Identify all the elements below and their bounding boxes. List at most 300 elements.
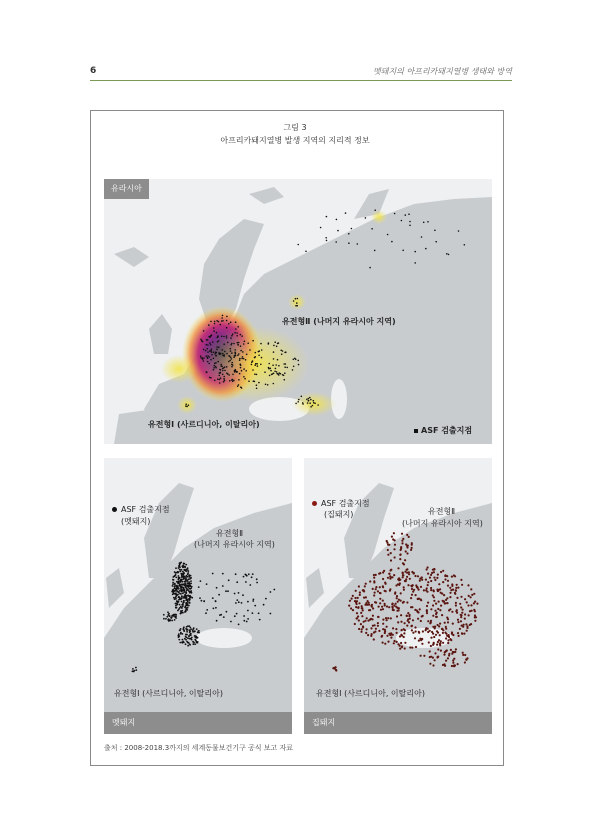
asf-detection-point <box>256 388 258 390</box>
wild-boar-detection-point <box>247 610 249 612</box>
domestic-pig-detection-point <box>400 621 402 623</box>
wild-boar-detection-point <box>249 584 251 586</box>
wild-boar-detection-point <box>196 642 198 644</box>
asf-detection-point <box>206 372 208 374</box>
wild-boar-detection-point <box>223 616 225 618</box>
domestic-legend-sub: (집돼지) <box>324 510 354 519</box>
domestic-pig-detection-point <box>389 590 391 592</box>
domestic-pig-detection-point <box>382 623 384 625</box>
asf-detection-point <box>207 358 209 360</box>
domestic-pig-detection-point <box>447 618 449 620</box>
asf-detection-point <box>237 385 239 387</box>
heat-cluster-west <box>161 355 197 383</box>
domestic-pig-detection-point <box>450 649 452 651</box>
domestic-pig-detection-point <box>356 603 358 605</box>
domestic-pig-detection-point <box>366 617 368 619</box>
domestic-pig-detection-point <box>461 632 463 634</box>
wild-boar-detection-point <box>183 584 185 586</box>
wild-boar-detection-point <box>248 573 250 575</box>
domestic-pig-detection-point <box>407 584 409 586</box>
domestic-pig-detection-point <box>406 576 408 578</box>
wild-boar-detection-point <box>238 624 240 626</box>
domestic-pig-detection-point <box>435 603 437 605</box>
domestic-pig-detection-point <box>373 631 375 633</box>
wild-boar-detection-point <box>235 602 237 604</box>
domestic-pig-detection-point <box>441 614 443 616</box>
asf-detection-point <box>234 355 236 357</box>
genotype1-label: 유전형Ⅰ (사르디니아, 이탈리아) <box>148 420 260 429</box>
asf-detection-point <box>284 366 286 368</box>
wild-boar-detection-point <box>188 575 190 577</box>
asf-detection-point <box>207 351 209 353</box>
domestic-pig-detection-point <box>401 635 403 637</box>
wild-boar-detection-point <box>183 587 185 589</box>
asf-detection-point <box>240 364 242 366</box>
wild-boar-detection-point <box>198 586 200 588</box>
domestic-pig-detection-point <box>426 605 428 607</box>
domestic-pig-detection-point <box>388 573 390 575</box>
wild-boar-detection-point <box>185 570 187 572</box>
domestic-pig-detection-point <box>411 625 413 627</box>
wild-boar-detection-point <box>182 581 184 583</box>
domestic-pig-detection-point <box>430 589 432 591</box>
asf-detection-point <box>402 250 404 252</box>
wild-boar-detection-point <box>178 639 180 641</box>
wild-boar-detection-point <box>242 594 244 596</box>
asf-detection-point <box>268 342 270 344</box>
wild-boar-detection-point <box>187 569 189 571</box>
domestic-pig-detection-point <box>399 579 401 581</box>
domestic-pig-detection-point <box>437 648 439 650</box>
domestic-pig-detection-point <box>453 665 455 667</box>
domestic-pig-detection-point <box>460 579 462 581</box>
asf-detection-point <box>240 345 242 347</box>
heat-cluster-north <box>288 294 306 310</box>
wild-boar-detection-point <box>185 643 187 645</box>
wild-boar-detection-point <box>195 640 197 642</box>
asf-detection-point <box>220 324 222 326</box>
wild-boar-detection-point <box>247 601 249 603</box>
wild-boar-detection-point <box>179 642 181 644</box>
asf-detection-point <box>222 349 224 351</box>
asf-detection-point <box>272 364 274 366</box>
asf-detection-point <box>213 369 215 371</box>
wild-boar-detection-point <box>194 630 196 632</box>
domestic-pig-detection-point <box>411 547 413 549</box>
wild-boar-detection-point <box>227 590 229 592</box>
asf-detection-point <box>326 216 328 218</box>
asf-detection-point <box>458 230 460 232</box>
wild-boar-detection-point <box>185 591 187 593</box>
domestic-pig-detection-point <box>400 548 402 550</box>
asf-detection-point <box>222 353 224 355</box>
wild-boar-detection-point <box>222 585 224 587</box>
wild-boar-detection-point <box>190 587 192 589</box>
asf-detection-point <box>200 357 202 359</box>
wild-boar-detection-point <box>174 588 176 590</box>
asf-detection-point <box>230 350 232 352</box>
domestic-pig-detection-point <box>411 629 413 631</box>
domestic-pig-detection-point <box>417 598 419 600</box>
asf-detection-point <box>221 317 223 319</box>
domestic-pig-detection-point <box>354 600 356 602</box>
wild-boar-detection-point <box>191 586 193 588</box>
wild-boar-detection-point <box>169 615 171 617</box>
wild-boar-detection-point <box>178 635 180 637</box>
domestic-pig-detection-point <box>367 634 369 636</box>
wild-boar-detection-point <box>177 594 179 596</box>
wild-boar-detection-point <box>171 617 173 619</box>
domestic-pig-detection-point <box>398 609 400 611</box>
domestic-genotype2-line1: 유전형Ⅱ <box>428 507 456 516</box>
domestic-pig-detection-point <box>403 586 405 588</box>
asf-detection-point <box>213 330 215 332</box>
domestic-pig-detection-point <box>364 585 366 587</box>
wild-boar-detection-point <box>192 643 194 645</box>
asf-detection-point <box>268 367 270 369</box>
domestic-pig-detection-point <box>463 624 465 626</box>
domestic-pig-detection-point <box>432 604 434 606</box>
domestic-pig-detection-point <box>441 628 443 630</box>
domestic-pig-detection-point <box>457 587 459 589</box>
asf-detection-point <box>317 404 319 406</box>
wild-boar-detection-point <box>258 612 260 614</box>
asf-detection-point <box>214 323 216 325</box>
asf-detection-point <box>425 248 427 250</box>
asf-detection-point <box>374 250 376 252</box>
domestic-pig-detection-point <box>377 590 379 592</box>
asf-detection-point <box>209 350 211 352</box>
wild-boar-detection-point <box>186 626 188 628</box>
asf-detection-point <box>243 343 245 345</box>
domestic-pig-detection-point <box>378 630 380 632</box>
asf-detection-point <box>210 359 212 361</box>
asf-detection-point <box>207 348 209 350</box>
asf-detection-point <box>427 221 429 223</box>
wild-boar-detection-point <box>236 599 238 601</box>
domestic-pig-detection-point <box>377 622 379 624</box>
domestic-pig-detection-point <box>449 587 451 589</box>
wild-boar-detection-point <box>185 610 187 612</box>
wild-boar-detection-point <box>190 628 192 630</box>
domestic-pig-detection-point <box>445 626 447 628</box>
wild-boar-detection-point <box>178 601 180 603</box>
domestic-pig-detection-point <box>423 655 425 657</box>
wild-boar-detection-point <box>189 630 191 632</box>
wild-boar-detection-point <box>184 581 186 583</box>
domestic-pig-detection-point <box>460 620 462 622</box>
wild-boar-detection-point <box>185 639 187 641</box>
asf-detection-point <box>228 361 230 363</box>
domestic-pig-detection-point <box>406 546 408 548</box>
domestic-pig-detection-point <box>380 609 382 611</box>
domestic-pig-detection-point <box>474 616 476 618</box>
asf-detection-point <box>252 360 254 362</box>
asf-detection-point <box>216 346 218 348</box>
domestic-pig-detection-point <box>366 628 368 630</box>
asf-detection-point <box>261 349 263 351</box>
asf-detection-point <box>254 381 256 383</box>
wild-boar-detection-point <box>172 583 174 585</box>
domestic-pig-detection-point <box>373 594 375 596</box>
domestic-pig-detection-point <box>437 656 439 658</box>
domestic-pig-detection-point <box>425 627 427 629</box>
domestic-pig-detection-point <box>406 534 408 536</box>
domestic-pig-detection-point <box>432 615 434 617</box>
domestic-pig-detection-point <box>430 608 432 610</box>
domestic-pig-detection-point <box>451 631 453 633</box>
wild-boar-detection-point <box>184 569 186 571</box>
asf-detection-point <box>320 227 322 229</box>
wild-boar-detection-point <box>243 615 245 617</box>
domestic-pig-detection-point <box>466 627 468 629</box>
wild-boar-detection-point <box>163 618 165 620</box>
asf-detection-point <box>446 253 448 255</box>
asf-detection-point <box>217 361 219 363</box>
domestic-pig-detection-point <box>437 574 439 576</box>
domestic-pig-detection-point <box>434 652 436 654</box>
wild-boar-detection-point <box>238 601 240 603</box>
domestic-pig-detection-point <box>360 612 362 614</box>
wild-boar-detection-point <box>188 590 190 592</box>
domestic-pig-detection-point <box>452 634 454 636</box>
asf-detection-point <box>202 358 204 360</box>
asf-detection-point <box>231 379 233 381</box>
domestic-pig-detection-point <box>387 549 389 551</box>
domestic-pig-detection-point <box>384 603 386 605</box>
domestic-pig-detection-point <box>357 597 359 599</box>
wild-boar-detection-point <box>212 597 214 599</box>
wild-boar-detection-point <box>178 567 180 569</box>
domestic-pig-detection-point <box>373 581 375 583</box>
asf-detection-point <box>245 359 247 361</box>
asf-detection-point <box>219 372 221 374</box>
asf-detection-point <box>203 360 205 362</box>
asf-detection-point <box>249 349 251 351</box>
asf-detection-point <box>242 356 244 358</box>
domestic-pig-detection-point <box>436 577 438 579</box>
domestic-pig-detection-point <box>399 648 401 650</box>
domestic-pig-detection-point <box>444 665 446 667</box>
asf-detection-point <box>237 326 239 328</box>
wild-boar-detection-point <box>185 587 187 589</box>
domestic-pig-detection-point <box>437 632 439 634</box>
domestic-pig-detection-point <box>427 620 429 622</box>
domestic-pig-detection-point <box>452 662 454 664</box>
asf-detection-point <box>217 335 219 337</box>
eurasia-tag: 유라시아 <box>104 179 149 199</box>
domestic-pig-detection-point <box>446 649 448 651</box>
domestic-pig-detection-point <box>416 610 418 612</box>
asf-detection-point <box>435 241 437 243</box>
wild-boar-detection-point <box>181 641 183 643</box>
asf-detection-point <box>203 349 205 351</box>
domestic-pig-detection-point <box>360 623 362 625</box>
wild-boar-detection-point <box>256 578 258 580</box>
wild-boar-detection-point <box>185 577 187 579</box>
asf-detection-point <box>214 353 216 355</box>
wild-boar-detection-point <box>252 573 254 575</box>
asf-detection-point <box>351 228 353 230</box>
domestic-pig-detection-point <box>455 602 457 604</box>
asf-detection-point <box>256 363 258 365</box>
domestic-pig-detection-point <box>401 646 403 648</box>
asf-detection-point <box>230 357 232 359</box>
wild-boar-detection-point <box>165 618 167 620</box>
asf-detection-point <box>336 219 338 221</box>
asf-detection-point <box>214 321 216 323</box>
wild-boar-detection-point <box>188 625 190 627</box>
asf-detection-point <box>210 321 212 323</box>
asf-detection-point <box>239 359 241 361</box>
asf-detection-point <box>226 337 228 339</box>
asf-detection-point <box>230 348 232 350</box>
domestic-pig-detection-point <box>429 663 431 665</box>
asf-detection-point <box>231 343 233 345</box>
wild-boar-detection-point <box>183 563 185 565</box>
asf-detection-point <box>231 366 233 368</box>
asf-detection-point <box>230 321 232 323</box>
domestic-pig-detection-point <box>448 636 450 638</box>
domestic-pig-detection-point <box>387 544 389 546</box>
wild-boar-detection-point <box>175 590 177 592</box>
domestic-pig-detection-point <box>428 641 430 643</box>
domestic-pig-detection-point <box>458 635 460 637</box>
domestic-pig-detection-point <box>397 601 399 603</box>
domestic-pig-detection-point <box>444 622 446 624</box>
asf-detection-point <box>257 365 259 367</box>
domestic-pig-detection-point <box>415 646 417 648</box>
asf-detection-point <box>305 251 307 253</box>
domestic-pig-detection-point <box>389 575 391 577</box>
asf-detection-point <box>295 359 297 361</box>
domestic-pig-detection-point <box>425 629 427 631</box>
domestic-pig-detection-point <box>437 590 439 592</box>
domestic-pig-detection-point <box>457 619 459 621</box>
domestic-pig-detection-point <box>431 572 433 574</box>
wild-boar-detection-point <box>189 643 191 645</box>
domestic-pig-detection-point <box>375 628 377 630</box>
domestic-pig-detection-point <box>372 588 374 590</box>
asf-detection-point <box>217 337 219 339</box>
asf-detection-point <box>213 358 215 360</box>
wild-boar-detection-point <box>183 600 185 602</box>
wild-boar-detection-point <box>216 587 218 589</box>
asf-detection-point <box>374 209 376 211</box>
domestic-pig-detection-point <box>411 594 413 596</box>
wild-boar-detection-point <box>205 612 207 614</box>
asf-detection-point <box>219 369 221 371</box>
domestic-pig-detection-point <box>373 577 375 579</box>
domestic-pig-detection-point <box>399 582 401 584</box>
wild-boar-detection-point <box>179 607 181 609</box>
asf-detection-point <box>220 377 222 379</box>
domestic-pig-detection-point <box>369 580 371 582</box>
domestic-pig-detection-point <box>464 613 466 615</box>
asf-detection-point <box>223 343 225 345</box>
domestic-pig-detection-point <box>446 602 448 604</box>
wild-boar-detection-point <box>175 614 177 616</box>
domestic-pig-detection-point <box>451 665 453 667</box>
domestic-pig-detection-point <box>433 643 435 645</box>
wild-boar-detection-point <box>171 620 173 622</box>
domestic-pig-detection-point <box>456 612 458 614</box>
asf-detection-point <box>243 368 245 370</box>
asf-detection-point <box>231 358 233 360</box>
asf-detection-point <box>218 346 220 348</box>
domestic-pig-detection-point <box>421 643 423 645</box>
domestic-pig-detection-point <box>393 574 395 576</box>
wild-boar-detection-point <box>187 567 189 569</box>
asf-detection-point <box>405 214 407 216</box>
wild-boar-detection-point <box>187 637 189 639</box>
asf-detection-point <box>308 398 310 400</box>
asf-detection-point <box>365 217 367 219</box>
asf-detection-point <box>313 400 315 402</box>
asf-detection-point <box>243 376 245 378</box>
domestic-pig-detection-point <box>386 626 388 628</box>
domestic-pig-detection-point <box>352 609 354 611</box>
domestic-pig-detection-point <box>437 608 439 610</box>
asf-detection-point <box>222 374 224 376</box>
domestic-pig-detection-point <box>406 601 408 603</box>
domestic-pig-detection-point <box>388 606 390 608</box>
domestic-pig-detection-point <box>393 605 395 607</box>
asf-detection-point <box>268 363 270 365</box>
domestic-pig-detection-point <box>425 579 427 581</box>
domestic-pig-detection-point <box>382 578 384 580</box>
asf-detection-point <box>312 405 314 407</box>
asf-detection-point <box>414 251 416 253</box>
asf-detection-point <box>208 324 210 326</box>
domestic-pig-detection-point <box>382 642 384 644</box>
asf-detection-point <box>226 327 228 329</box>
domestic-pig-detection-point <box>470 588 472 590</box>
domestic-pig-detection-point <box>401 542 403 544</box>
asf-detection-point <box>231 362 233 364</box>
wild-boar-detection-point <box>213 608 215 610</box>
asf-detection-point <box>274 371 276 373</box>
domestic-pig-detection-point <box>335 666 337 668</box>
asf-detection-point <box>464 244 466 246</box>
asf-detection-point <box>239 358 241 360</box>
wild-boar-detection-point <box>194 643 196 645</box>
wild-boar-detection-point <box>265 598 267 600</box>
asf-detection-point <box>273 351 275 353</box>
wild-boar-detection-point <box>135 669 137 671</box>
domestic-pig-detection-point <box>392 627 394 629</box>
domestic-pig-detection-point <box>386 542 388 544</box>
asf-detection-point <box>244 378 246 380</box>
wild-boar-detection-point <box>186 575 188 577</box>
domestic-pig-detection-point <box>457 663 459 665</box>
wild-boar-detection-point <box>177 571 179 573</box>
domestic-pig-detection-point <box>360 631 362 633</box>
domestic-pig-detection-point <box>386 635 388 637</box>
domestic-pig-detection-point <box>364 604 366 606</box>
asf-detection-point <box>248 380 250 382</box>
asf-detection-point <box>258 382 260 384</box>
asf-detection-point <box>256 374 258 376</box>
domestic-pig-detection-point <box>417 618 419 620</box>
asf-detection-point <box>434 230 436 232</box>
asf-detection-point <box>284 379 286 381</box>
wild-boar-detection-point <box>190 638 192 640</box>
domestic-pig-detection-point <box>352 595 354 597</box>
domestic-pig-detection-point <box>469 610 471 612</box>
wild-boar-detection-point <box>180 570 182 572</box>
domestic-pig-detection-point <box>414 626 416 628</box>
